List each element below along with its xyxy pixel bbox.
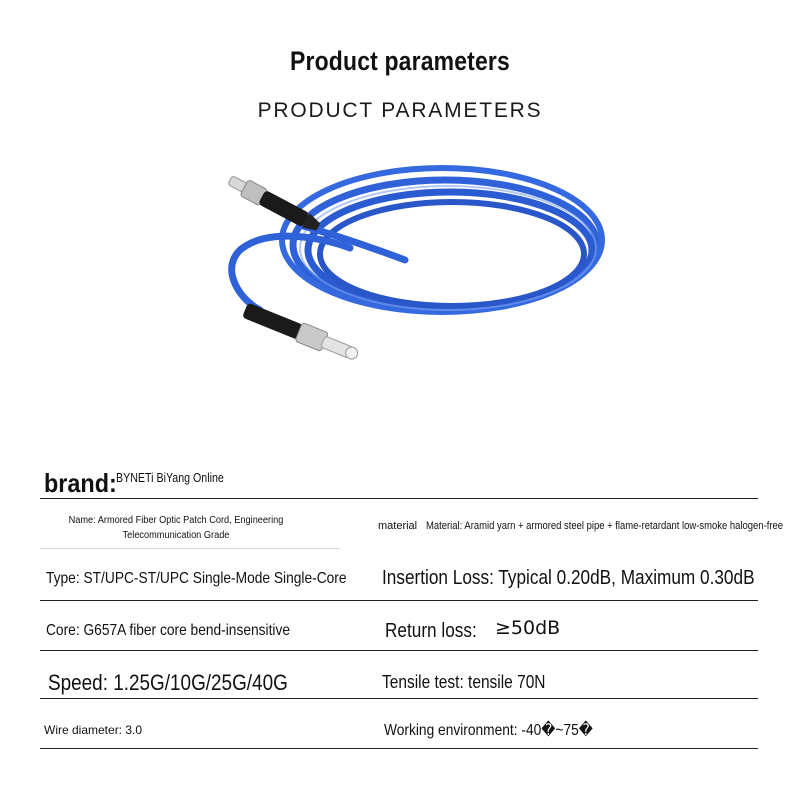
brand-label: brand: xyxy=(44,468,117,498)
speed-text: Speed: 1.25G/10G/25G/40G xyxy=(48,670,288,695)
material-label: material xyxy=(378,520,418,532)
material-value: Material: Aramid yarn + armored steel pipe + flame-retardant low-smoke halogen-free xyxy=(426,520,784,532)
row-divider xyxy=(40,748,758,749)
return-loss-label: Return loss: xyxy=(385,620,477,642)
core-text: Core: G657A fiber core bend-insensitive xyxy=(46,622,290,639)
row-divider xyxy=(40,698,758,699)
return-loss-value: ≥50dB xyxy=(495,617,561,639)
row-divider xyxy=(40,600,758,601)
name-text: Name: Armored Fiber Optic Patch Cord, Engineering Telecommunication Grade xyxy=(68,515,284,541)
row-divider xyxy=(40,650,758,651)
working-environment-text: Working environment: -40�~75� xyxy=(384,722,593,739)
tensile-text: Tensile test: tensile 70N xyxy=(382,672,546,692)
page-title: Product parameters xyxy=(290,46,510,76)
wire-diameter-text: Wire diameter: 3.0 xyxy=(44,723,143,737)
fiber-optic-patch-cord-photo xyxy=(200,150,620,400)
page-subtitle: PRODUCT PARAMETERS xyxy=(257,99,543,122)
spec-table xyxy=(40,460,784,760)
brand-value: BYNETi BiYang Online xyxy=(116,470,224,485)
type-text: Type: ST/UPC-ST/UPC Single-Mode Single-Core xyxy=(46,570,347,587)
insertion-loss-text: Insertion Loss: Typical 0.20dB, Maximum 0.30dB xyxy=(382,567,755,589)
row-divider xyxy=(40,548,340,549)
row-divider xyxy=(40,498,758,499)
st-connector-bottom xyxy=(241,301,361,365)
